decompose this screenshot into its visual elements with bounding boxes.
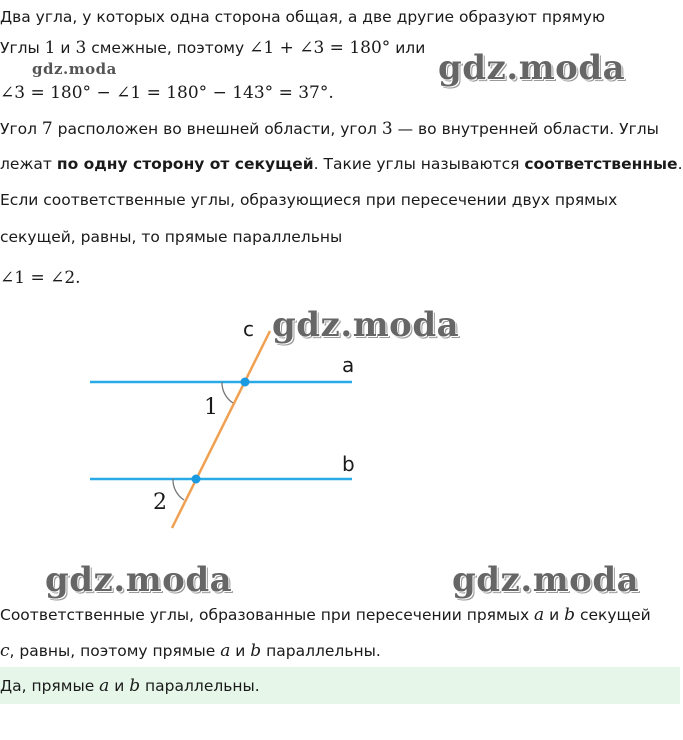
label-angle-2: 2 (153, 490, 167, 515)
text-segment: . (677, 155, 683, 173)
text-line-5 (0, 155, 683, 173)
watermark: gdz.moda (45, 560, 233, 600)
math-formula: ∠1 + ∠3 = 180° (249, 38, 391, 58)
label-c: c (243, 317, 254, 341)
variable-a: a (99, 676, 110, 696)
text-line-7: секущей, равны, то прямые параллельны (0, 228, 343, 246)
math-formula-line: ∠3 = 180° − ∠1 = 180° − 143° = 37°. (0, 83, 334, 103)
text-segment: — во внутренней области. Углы (392, 120, 659, 138)
text-line-2 (0, 38, 425, 58)
variable-b: b (250, 641, 262, 661)
text-segment: и (544, 606, 565, 624)
watermark: gdz.moda (272, 305, 460, 345)
angle-number: 3 (381, 119, 393, 139)
angle-number: 3 (75, 38, 87, 58)
text-line-4 (0, 119, 659, 139)
variable-a: a (534, 605, 545, 625)
text-segment: Угол (0, 120, 42, 138)
secant-line-c (172, 331, 270, 528)
variable-a: a (220, 641, 231, 661)
text-segment: параллельны. (140, 677, 260, 695)
label-a: a (342, 353, 355, 377)
watermark: gdz.moda (438, 48, 626, 88)
text-line-1: Два угла, у которых одна сторона общая, а две другие образуют прямую (0, 8, 606, 26)
angle-arc-1 (222, 382, 233, 403)
text-line-6: Если соответственные углы, образующиеся при пересечении двух прямых (0, 191, 618, 209)
variable-b: b (564, 605, 576, 625)
text-segment: Соответственные углы, образованные при пересечении прямых (0, 606, 535, 624)
text-segment: расположен во внешней области, угол (52, 120, 382, 138)
text-segment: , равны, поэтому прямые (9, 642, 221, 660)
angle-number: 7 (41, 119, 53, 139)
label-angle-1: 1 (204, 395, 218, 420)
text-segment: и (109, 677, 130, 695)
text-segment: смежные, поэтому (86, 39, 250, 57)
text-segment: или (390, 39, 426, 57)
intersection-point-a (241, 378, 250, 387)
variable-c: c (0, 641, 10, 661)
math-formula-line: ∠1 = ∠2. (0, 268, 81, 288)
text-segment: и (230, 642, 251, 660)
text-line-10 (0, 641, 381, 661)
angle-number: 1 (44, 38, 56, 58)
label-b: b (342, 452, 355, 476)
text-segment: лежат (0, 155, 57, 173)
intersection-point-b (192, 475, 201, 484)
answer-text (0, 676, 260, 696)
answer-box (0, 667, 680, 704)
text-segment: . Такие углы называются (313, 155, 525, 173)
angle-arc-2 (173, 479, 184, 500)
watermark-small: gdz.moda (32, 60, 117, 78)
bold-term: по одну сторону от секущей (56, 155, 314, 173)
text-segment: и (55, 39, 76, 57)
variable-b: b (129, 676, 141, 696)
text-segment: Углы (0, 39, 45, 57)
text-segment: параллельны. (261, 642, 381, 660)
text-segment: секущей (575, 606, 651, 624)
text-line-9 (0, 605, 651, 625)
watermark: gdz.moda (452, 560, 640, 600)
bold-term: соответственные (524, 155, 678, 173)
text-segment: Да, прямые (0, 677, 100, 695)
